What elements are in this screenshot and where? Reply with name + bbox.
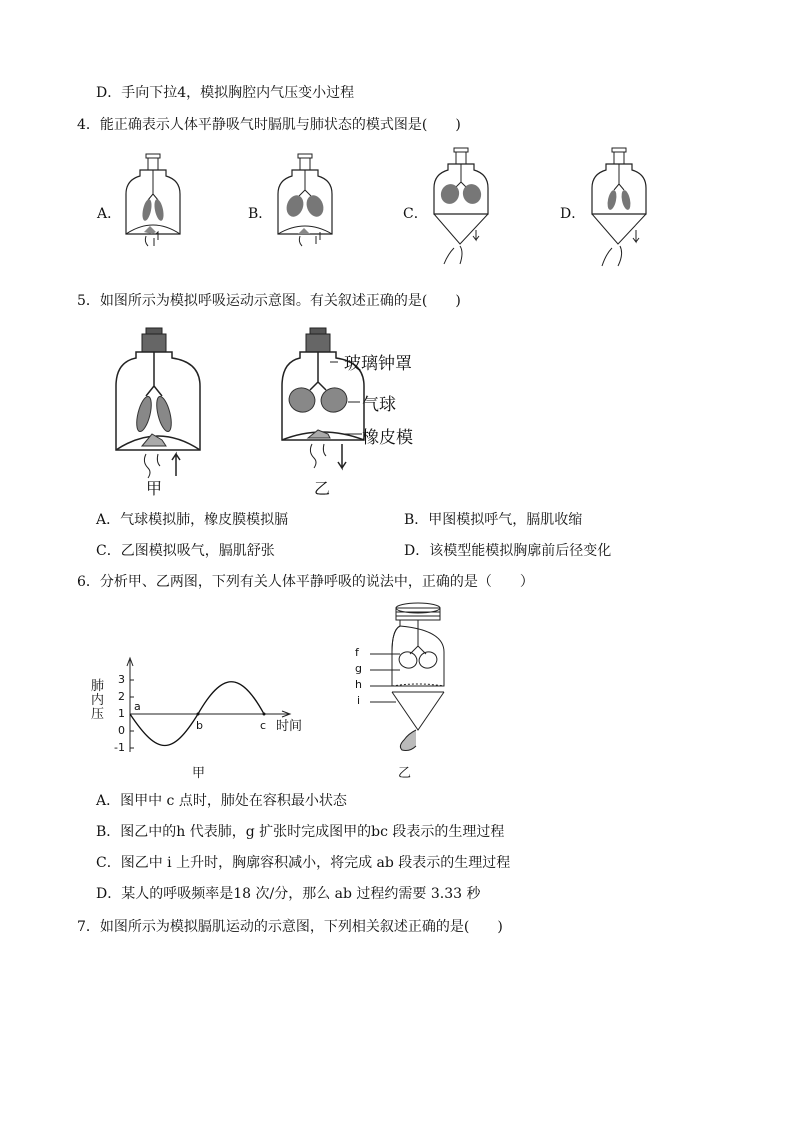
q4-stem: 4．能正确表示人体平静吸气时膈肌与肺状态的模式图是( ) bbox=[77, 117, 461, 133]
q6-stem: 6．分析甲、乙两图，下列有关人体平静呼吸的说法中，正确的是（ ） bbox=[77, 574, 534, 590]
q6-ytick-3: 3 bbox=[118, 673, 125, 686]
q5-option-d: D．该模型能模拟胸廓前后径变化 bbox=[404, 543, 612, 559]
q6-point-c: c bbox=[260, 719, 267, 732]
q5-label-membrane: 橡皮模 bbox=[362, 428, 413, 448]
q4-label-c: C． bbox=[403, 206, 428, 222]
q6-ytick-1: 1 bbox=[118, 707, 125, 720]
q4-label-b: B． bbox=[248, 206, 273, 222]
q5-caption-jia: 甲 bbox=[146, 479, 163, 498]
q6-option-c: C．图乙中 i 上升时，胸廓容积减小，将完成 ab 段表示的生理过程 bbox=[96, 855, 511, 871]
q6-graph-xlabel: 时间 bbox=[276, 719, 303, 734]
q5-option-b: B．甲图模拟呼气，膈肌收缩 bbox=[404, 512, 583, 528]
q5-caption-yi: 乙 bbox=[314, 479, 331, 498]
q6-graph-caption: 甲 bbox=[192, 766, 206, 781]
q6-ylabel-char-1: 肺 bbox=[91, 679, 105, 694]
q6-bottle-label-f: f bbox=[355, 646, 359, 659]
q5-label-bell: 玻璃钟罩 bbox=[344, 354, 412, 374]
q6-option-b: B．图乙中的h 代表肺，g 扩张时完成图甲的bc 段表示的生理过程 bbox=[96, 824, 505, 840]
q6-bottle-label-g: g bbox=[355, 662, 362, 675]
q6-bottle-label-h: h bbox=[355, 678, 362, 691]
q6-ylabel-char-3: 压 bbox=[91, 707, 105, 722]
q5-option-c: C．乙图模拟吸气，膈肌舒张 bbox=[96, 543, 275, 559]
q6-option-d: D．某人的呼吸频率是18 次/分，那么 ab 过程约需要 3.33 秒 bbox=[96, 886, 481, 902]
q4-label-a: A． bbox=[97, 206, 122, 222]
q6-point-b: b bbox=[196, 719, 203, 732]
q6-ytick-0: 0 bbox=[118, 724, 125, 737]
q6-ytick-2: 2 bbox=[118, 690, 125, 703]
q4-label-d: D． bbox=[560, 206, 586, 222]
q4-figure-d bbox=[588, 148, 650, 268]
q5-label-balloon: 气球 bbox=[362, 395, 396, 415]
q6-point-a: a bbox=[134, 700, 141, 713]
q6-option-a: A．图甲中 c 点时，肺处在容积最小状态 bbox=[96, 793, 347, 809]
q6-ytick-neg1: -1 bbox=[114, 741, 125, 754]
q7-stem: 7．如图所示为模拟膈肌运动的示意图，下列相关叙述正确的是( ) bbox=[77, 919, 503, 935]
q5-option-a: A．气球模拟肺，橡皮膜模拟膈 bbox=[96, 512, 289, 528]
q6-bottle bbox=[360, 600, 470, 760]
q6-ylabel-char-2: 内 bbox=[91, 693, 105, 708]
q4-figure-c bbox=[430, 148, 492, 266]
q6-bottle-caption: 乙 bbox=[398, 766, 412, 781]
q3-option-d: D．手向下拉4，模拟胸腔内气压变小过程 bbox=[96, 85, 355, 101]
q5-figure-jia bbox=[112, 328, 204, 490]
q4-figure-b bbox=[274, 154, 336, 244]
q6-graph-ylabel bbox=[91, 680, 104, 722]
q4-figure-a bbox=[122, 154, 184, 244]
q5-stem: 5．如图所示为模拟呼吸运动示意图。有关叙述正确的是( ) bbox=[77, 293, 461, 309]
q6-bottle-label-i: i bbox=[357, 694, 361, 707]
